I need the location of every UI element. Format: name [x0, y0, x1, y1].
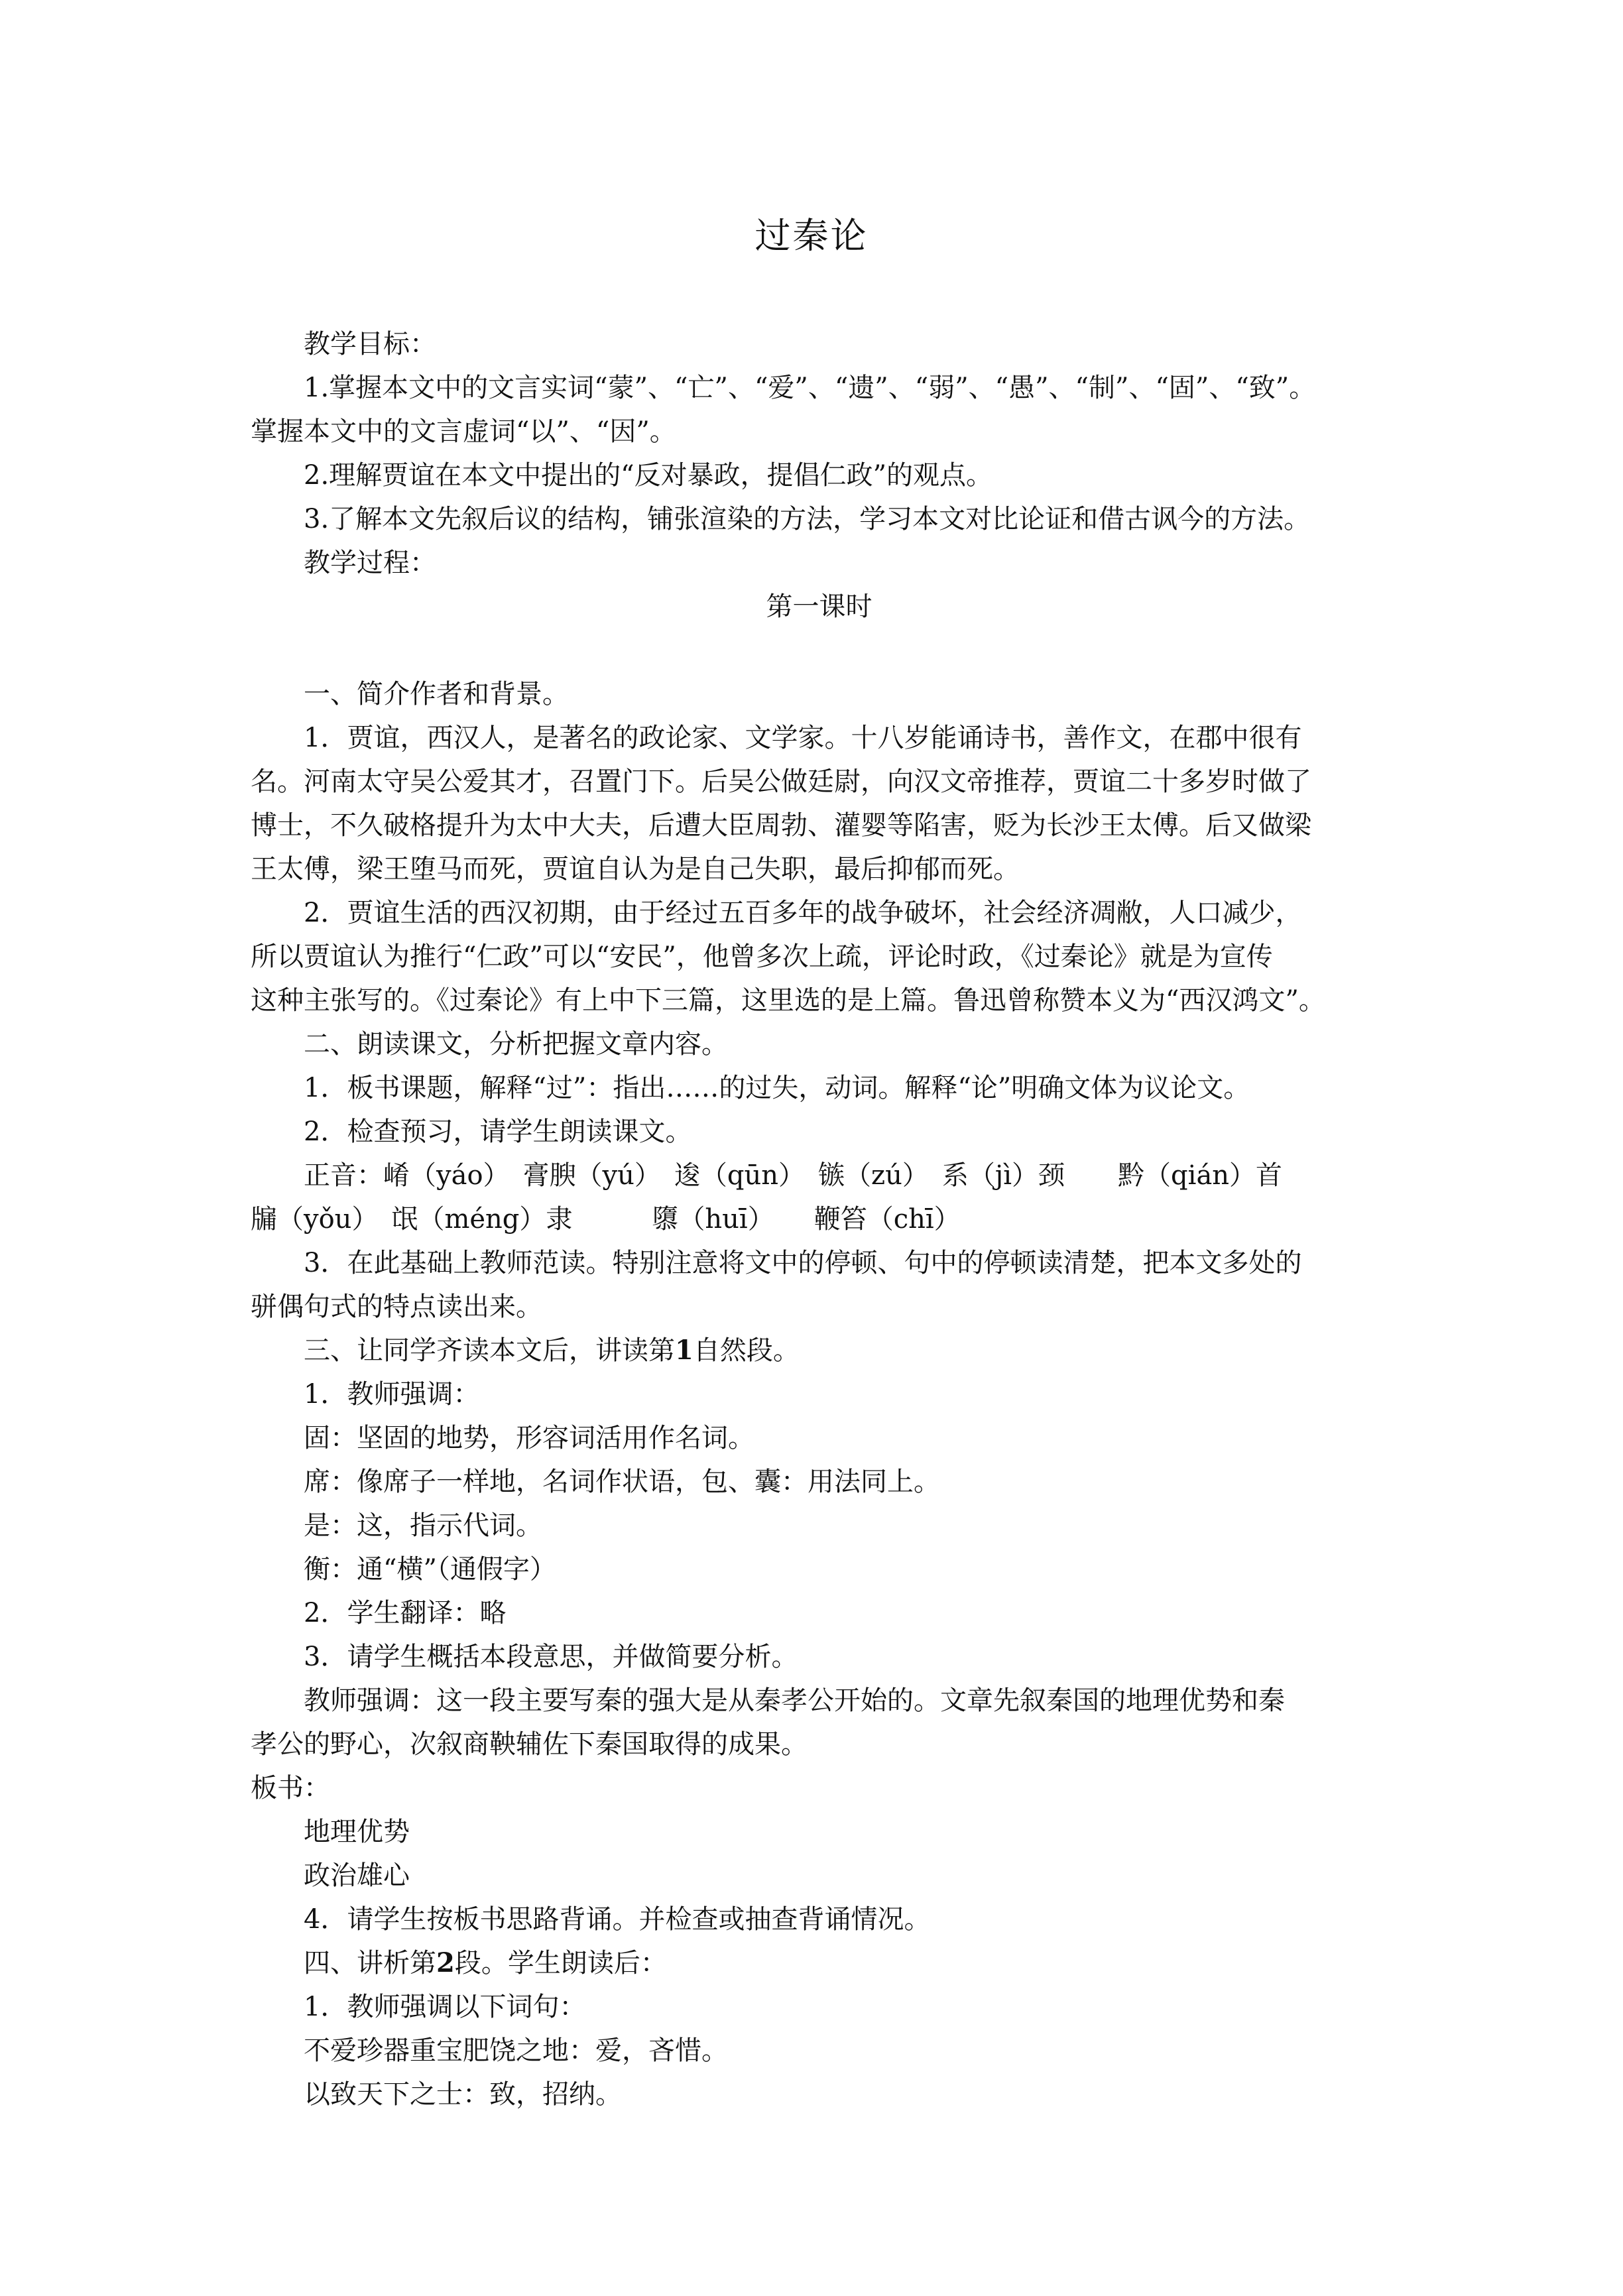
- section-1-para-2-line: 这种主张写的。《过秦论》有上中下三篇，这里选的是上篇。鲁迅曾称赞本义为“西汉鸿文”。: [251, 985, 1325, 1016]
- section-1-para-1-line: 名。河南太守吴公爱其才，召置门下。后吴公做廷尉，向汉文帝推荐，贾谊二十多岁时做了: [251, 766, 1311, 797]
- section-1-para-2-line: 2．贾谊生活的西汉初期，由于经过五百多年的战争破坏，社会经济凋敝，人口减少，: [304, 898, 1302, 928]
- section-3-step-1: 1．教师强调：: [304, 1379, 480, 1410]
- section-2-step-3-line: 3．在此基础上教师范读。特别注意将文中的停顿、句中的停顿读清楚，把本文多处的: [304, 1248, 1302, 1278]
- section-2-step-2: 2．检查预习，请学生朗读课文。: [304, 1117, 692, 1147]
- section-1-para-1-line: 王太傅，梁王堕马而死，贾谊自认为是自己失职，最后抑郁而死。: [251, 854, 1020, 884]
- section-1-para-1-line: 1．贾谊，西汉人，是著名的政论家、文学家。十八岁能诵诗书，善作文，在郡中很有: [304, 723, 1302, 753]
- vocab-zhi: 以致天下之士：致，招纳。: [304, 2079, 622, 2110]
- objective-1-line-2: 掌握本文中的文言虚词“以”、“因”。: [251, 416, 676, 447]
- teacher-emphasis-line: 孝公的野心，次叙商鞅辅佐下秦国取得的成果。: [251, 1729, 808, 1760]
- pronunciation-line-1: 正音：崤（yáo） 膏腴（yú） 逡（qūn） 镞（zú） 系（jì）颈 黔（qián）首: [304, 1160, 1283, 1191]
- teacher-emphasis-line: 教师强调：这一段主要写秦的强大是从秦孝公开始的。文章先叙秦国的地理优势和秦: [304, 1685, 1285, 1716]
- section-2-step-1: 1．板书课题，解释“过”：指出……的过失，动词。解释“论”明确文体为议论文。: [304, 1073, 1250, 1103]
- document-body: [251, 322, 1388, 2116]
- section-3-step-2: 2．学生翻译：略: [304, 1598, 507, 1628]
- board-label: 板书：: [251, 1773, 330, 1803]
- section-4-step-1: 1．教师强调以下词句：: [304, 1992, 586, 2022]
- process-heading: 教学过程：: [304, 548, 436, 578]
- section-3-heading: 三、让同学齐读本文后，讲读第1自然段。: [304, 1335, 800, 1366]
- section-3-step-3: 3．请学生概括本段意思，并做简要分析。: [304, 1642, 798, 1672]
- objective-2: 2.理解贾谊在本文中提出的“反对暴政，提倡仁政”的观点。: [304, 460, 993, 491]
- section-1-heading: 一、简介作者和背景。: [304, 679, 569, 709]
- section-2-step-3-line: 骈偶句式的特点读出来。: [251, 1292, 542, 1322]
- board-item-2: 政治雄心: [304, 1860, 410, 1891]
- section-3-step-4: 4．请学生按板书思路背诵。并检查或抽查背诵情况。: [304, 1904, 931, 1935]
- pronunciation-line-2: 牖（yǒu） 氓（méng）隶 隳（huī） 鞭笞（chī）: [251, 1204, 961, 1235]
- vocab-ai: 不爱珍器重宝肥饶之地：爱，吝惜。: [304, 2035, 728, 2066]
- vocab-shi: 是：这，指示代词。: [304, 1510, 542, 1541]
- board-item-1: 地理优势: [304, 1817, 410, 1847]
- section-4-heading: 四、讲析第2段。学生朗读后：: [304, 1947, 667, 1978]
- objectives-heading: 教学目标：: [304, 329, 436, 359]
- lesson-title: 第一课时: [766, 591, 872, 622]
- vocab-xi: 席：像席子一样地，名词作状语，包、囊：用法同上。: [304, 1467, 940, 1497]
- section-1-para-2-line: 所以贾谊认为推行“仁政”可以“安民”，他曾多次上疏，评论时政，《过秦论》就是为宣传: [251, 941, 1273, 972]
- objective-1-line-1: 1.掌握本文中的文言实词“蒙”、“亡”、“爱”、“遗”、“弱”、“愚”、“制”、“固”、“致”。: [304, 373, 1316, 403]
- section-2-heading: 二、朗读课文，分析把握文章内容。: [304, 1029, 728, 1059]
- document-title: 过秦论: [754, 215, 869, 257]
- objective-3: 3.了解本文先叙后议的结构，铺张渲染的方法，学习本文对比论证和借古讽今的方法。: [304, 504, 1311, 534]
- vocab-gu: 固：坚固的地势，形容词活用作名词。: [304, 1423, 754, 1453]
- section-1-para-1-line: 博士，不久破格提升为太中大夫，后遭大臣周勃、灌婴等陷害，贬为长沙王太傅。后又做梁: [251, 810, 1311, 841]
- vocab-heng: 衡：通“横”（通假字）: [304, 1554, 556, 1585]
